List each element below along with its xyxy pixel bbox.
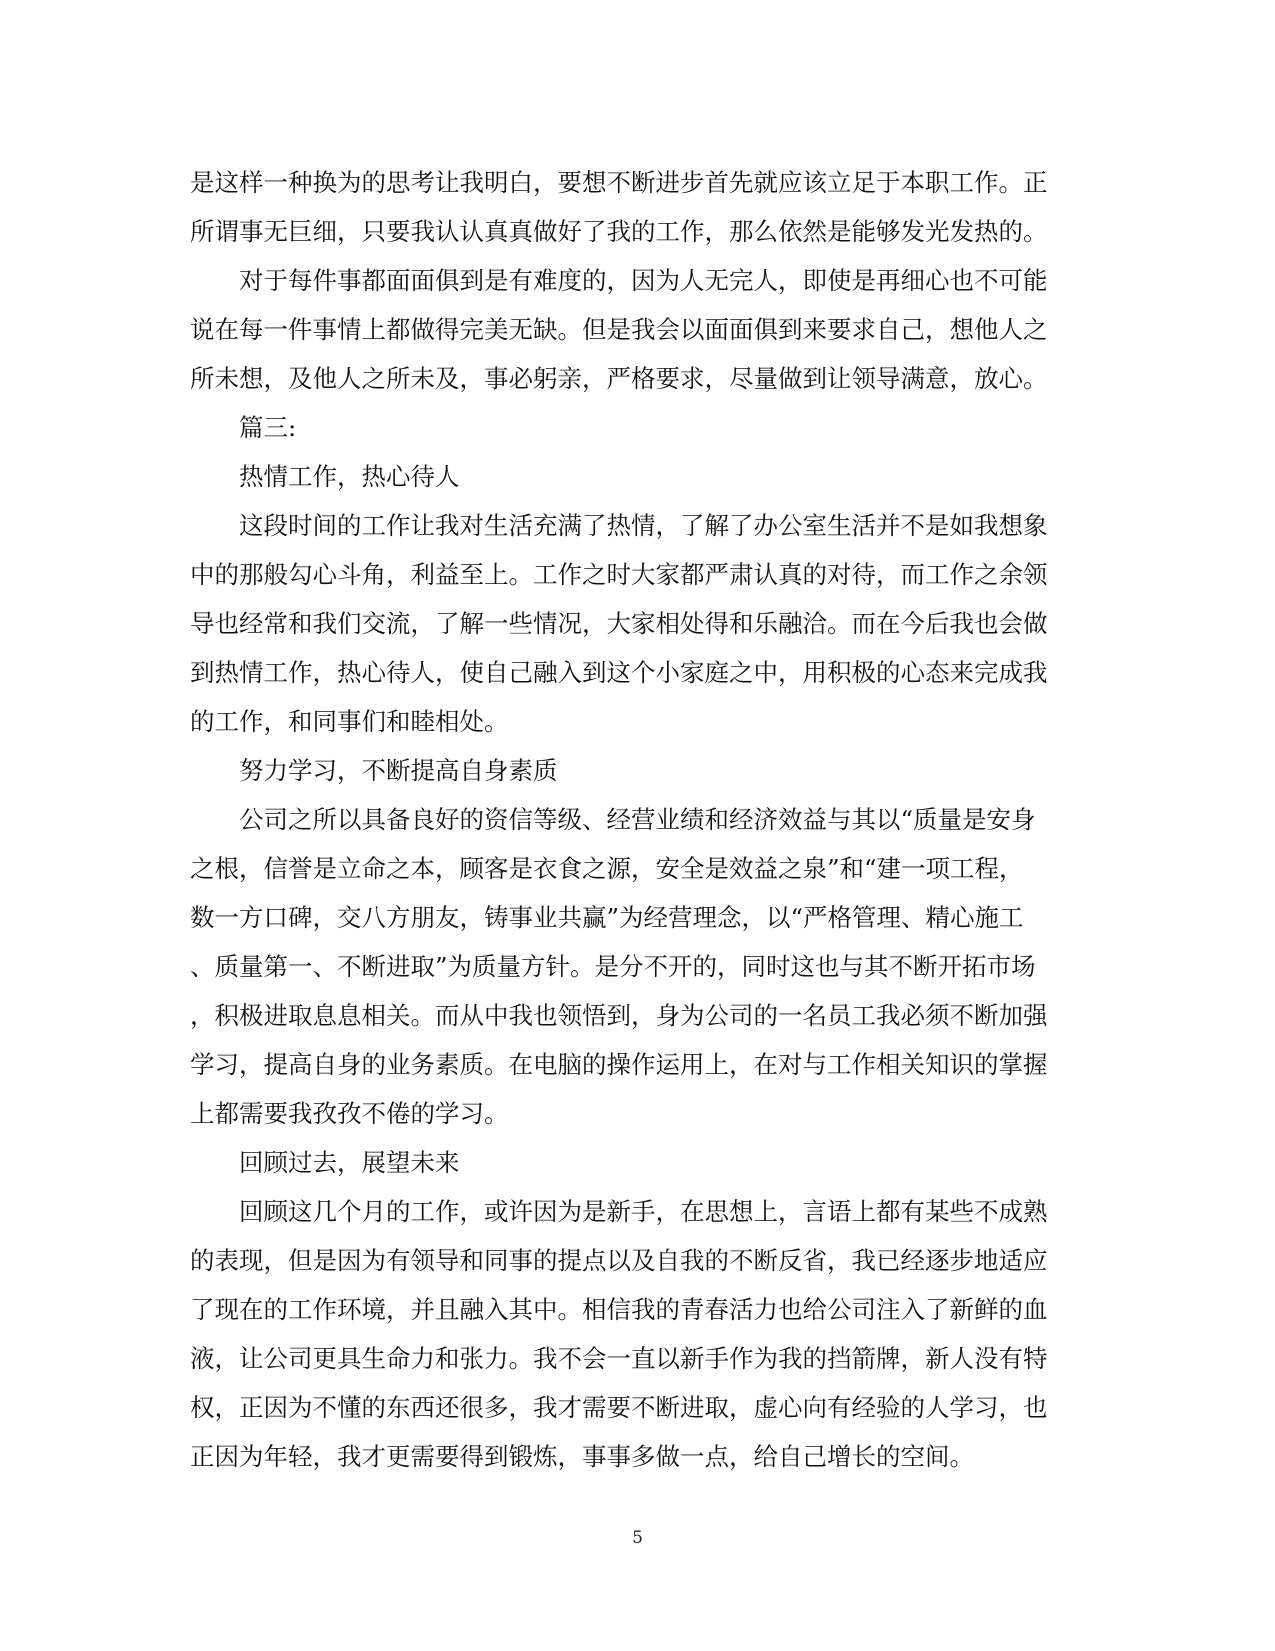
body-text xyxy=(190,158,1070,1481)
text-line: 公司之所以具备良好的资信等级、经营业绩和经济效益与其以“质量是安身 xyxy=(239,805,1036,834)
text-line: 所谓事无巨细，只要我认认真真做好了我的工作，那么依然是能够发光发热的。 xyxy=(190,217,1048,246)
text-line: 导也经常和我们交流，了解一些情况，大家相处得和乐融洽。而在今后我也会做 xyxy=(190,609,1048,638)
text-line: 所未想，及他人之所未及，事必躬亲，严格要求，尽量做到让领导满意，放心。 xyxy=(190,364,1048,393)
text-line: 说在每一件事情上都做得完美无缺。但是我会以面面俱到来要求自己，想他人之 xyxy=(190,315,1048,344)
text-line: 之根，信誉是立命之本，顾客是衣食之源，安全是效益之泉”和“建一项工程， xyxy=(190,854,1024,883)
text-line: 这段时间的工作让我对生活充满了热情，了解了办公室生活并不是如我想象 xyxy=(239,511,1048,540)
text-line: 到热情工作，热心待人，使自己融入到这个小家庭之中，用积极的心态来完成我 xyxy=(190,658,1048,687)
subheading: 热情工作，热心待人 xyxy=(239,462,460,491)
text-line: 权，正因为不懂的东西还很多，我才需要不断进取，虚心向有经验的人学习，也 xyxy=(190,1393,1048,1422)
text-line: 回顾这几个月的工作，或许因为是新手，在思想上，言语上都有某些不成熟 xyxy=(239,1197,1048,1226)
text-line: 了现在的工作环境，并且融入其中。相信我的青春活力也给公司注入了新鲜的血 xyxy=(190,1295,1048,1324)
page-number: 5 xyxy=(632,1528,643,1548)
text-line: 、质量第一、不断进取”为质量方针。是分不开的，同时这也与其不断开拓市场 xyxy=(190,952,1036,981)
text-line: 的工作，和同事们和睦相处。 xyxy=(190,707,509,736)
text-line: 液，让公司更具生命力和张力。我不会一直以新手作为我的挡箭牌，新人没有特 xyxy=(190,1344,1048,1373)
subheading: 回顾过去，展望未来 xyxy=(239,1148,460,1177)
text-line: 正因为年轻，我才更需要得到锻炼，事事多做一点，给自己增长的空间。 xyxy=(190,1442,974,1471)
text-line: ，积极进取息息相关。而从中我也领悟到，身为公司的一名员工我必须不断加强 xyxy=(190,1001,1048,1030)
text-line: 对于每件事都面面俱到是有难度的，因为人无完人，即使是再细心也不可能 xyxy=(239,266,1048,295)
subheading: 努力学习，不断提高自身素质 xyxy=(239,756,558,785)
section-heading: 篇三: xyxy=(239,413,297,442)
text-line: 的表现，但是因为有领导和同事的提点以及自我的不断反省，我已经逐步地适应 xyxy=(190,1246,1048,1275)
text-line: 中的那般勾心斗角，利益至上。工作之时大家都严肃认真的对待，而工作之余领 xyxy=(190,560,1048,589)
text-line: 学习，提高自身的业务素质。在电脑的操作运用上，在对与工作相关知识的掌握 xyxy=(190,1050,1048,1079)
text-line: 上都需要我孜孜不倦的学习。 xyxy=(190,1099,509,1128)
text-line: 数一方口碑，交八方朋友，铸事业共赢”为经营理念，以“严格管理、精心施工 xyxy=(190,903,1024,932)
text-line: 是这样一种换为的思考让我明白，要想不断进步首先就应该立足于本职工作。正 xyxy=(190,168,1048,197)
